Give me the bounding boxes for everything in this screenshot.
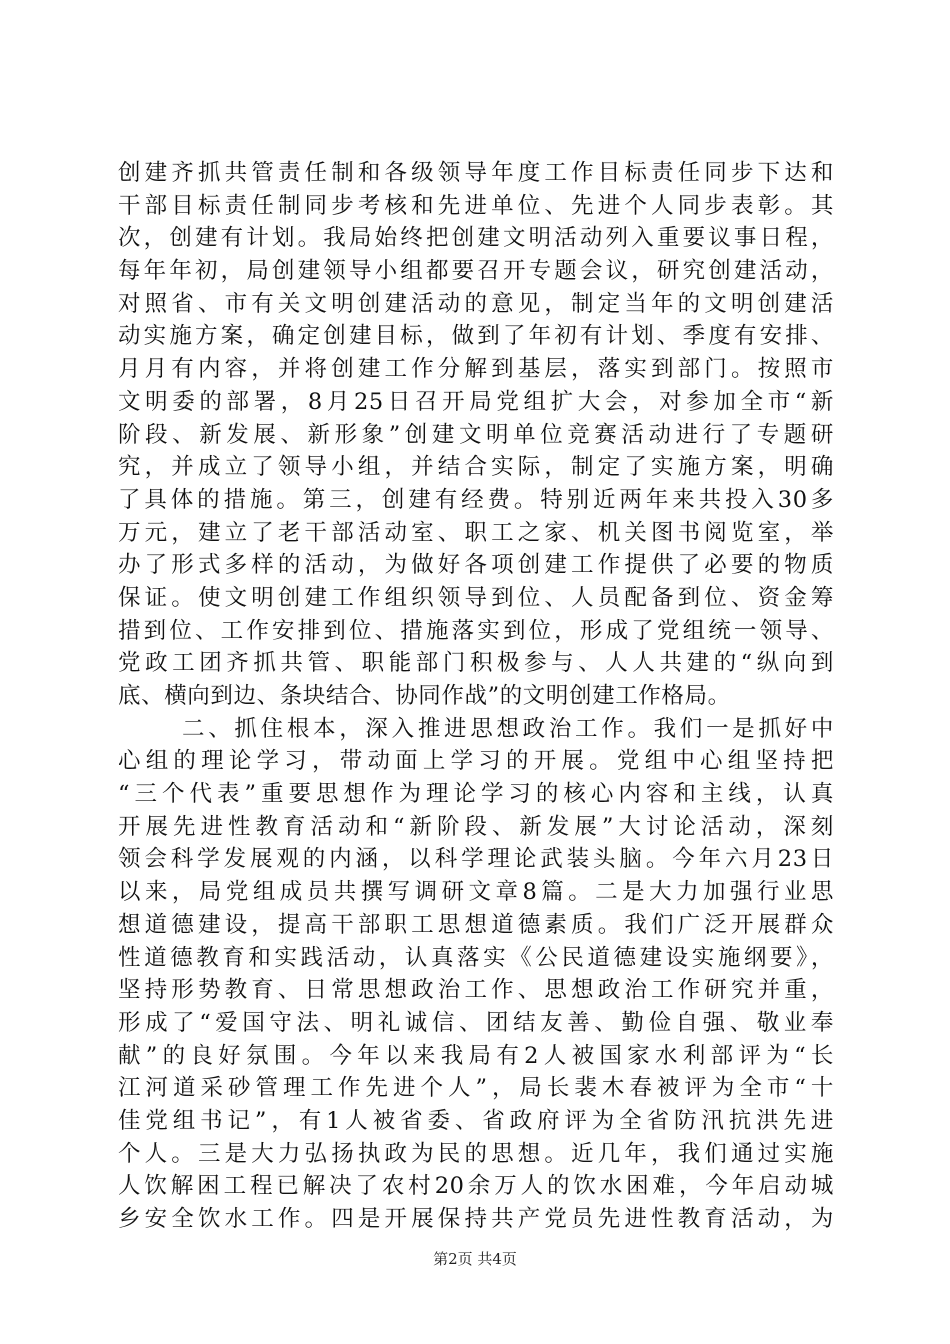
text-line: 心组的理论学习，带动面上学习的开展。党组中心组坚持把	[118, 748, 834, 775]
text-line: 究，并成立了领导小组，并结合实际，制定了实施方案，明确	[118, 454, 834, 481]
text-line: 开展先进性教育活动和“新阶段、新发展”大讨论活动，深刻	[118, 813, 834, 840]
text-line: 领会科学发展观的内涵，以科学理论武装头脑。今年六月23日	[118, 846, 834, 873]
text-line: 措到位、工作安排到位、措施落实到位，形成了党组统一领导、	[118, 617, 834, 644]
text-line: 党政工团齐抓共管、职能部门积极参与、人人共建的“纵向到	[118, 650, 834, 677]
text-line: “三个代表”重要思想作为理论学习的核心内容和主线，认真	[118, 781, 834, 808]
text-line: 保证。使文明创建工作组织领导到位、人员配备到位、资金筹	[118, 584, 834, 611]
text-line: 想道德建设，提高干部职工思想道德素质。我们广泛开展群众	[118, 911, 834, 938]
page-number-footer: 第2页 共4页	[433, 1250, 517, 1268]
text-line: 以来，局党组成员共撰写调研文章8篇。二是大力加强行业思	[118, 879, 834, 906]
text-line: 动实施方案，确定创建目标，做到了年初有计划、季度有安排、	[118, 323, 834, 350]
text-line: 坚持形势教育、日常思想政治工作、思想政治工作研究并重，	[118, 977, 834, 1004]
text-line: 献”的良好氛围。今年以来我局有2人被国家水利部评为“长	[118, 1042, 834, 1069]
text-line: 底、横向到边、条块结合、协同作战”的文明创建工作格局。	[118, 683, 731, 709]
text-line: 每年年初，局创建领导小组都要召开专题会议，研究创建活动，	[118, 258, 834, 285]
text-line: 干部目标责任制同步考核和先进单位、先进个人同步表彰。其	[118, 192, 834, 219]
text-line: 性道德教育和实践活动，认真落实《公民道德建设实施纲要》，	[118, 944, 834, 971]
text-line: 创建齐抓共管责任制和各级领导年度工作目标责任同步下达和	[118, 160, 834, 186]
text-line: 办了形式多样的活动，为做好各项创建工作提供了必要的物质	[118, 552, 834, 579]
text-line: 江河道采砂管理工作先进个人”，局长裴木春被评为全市“十	[118, 1075, 834, 1102]
text-line: 阶段、新发展、新形象”创建文明单位竞赛活动进行了专题研	[118, 421, 834, 448]
text-line: 形成了“爱国守法、明礼诚信、团结友善、勤俭自强、敬业奉	[118, 1009, 834, 1036]
text-line: 佳党组书记”，有1人被省委、省政府评为全省防汛抗洪先进	[118, 1107, 834, 1134]
text-line: 乡安全饮水工作。四是开展保持共产党员先进性教育活动，为	[118, 1206, 834, 1232]
text-line: 了具体的措施。第三，创建有经费。特别近两年来共投入30多	[118, 486, 834, 513]
text-line: 万元，建立了老干部活动室、职工之家、机关图书阅览室，举	[118, 519, 834, 546]
text-line: 月月有内容，并将创建工作分解到基层，落实到部门。按照市	[118, 356, 834, 383]
text-line: 对照省、市有关文明创建活动的意见，制定当年的文明创建活	[118, 290, 834, 317]
text-line: 文明委的部署，8月25日召开局党组扩大会，对参加全市“新	[118, 388, 834, 415]
body-text	[118, 157, 834, 1236]
text-line: 个人。三是大力弘扬执政为民的思想。近几年，我们通过实施	[118, 1140, 834, 1167]
text-line: 人饮解困工程已解决了农村20余万人的饮水困难，今年启动城	[118, 1173, 834, 1200]
section-heading-line: 二、抓住根本，深入推进思想政治工作。我们一是抓好中	[182, 715, 834, 742]
text-line: 次，创建有计划。我局始终把创建文明活动列入重要议事日程，	[118, 225, 834, 252]
